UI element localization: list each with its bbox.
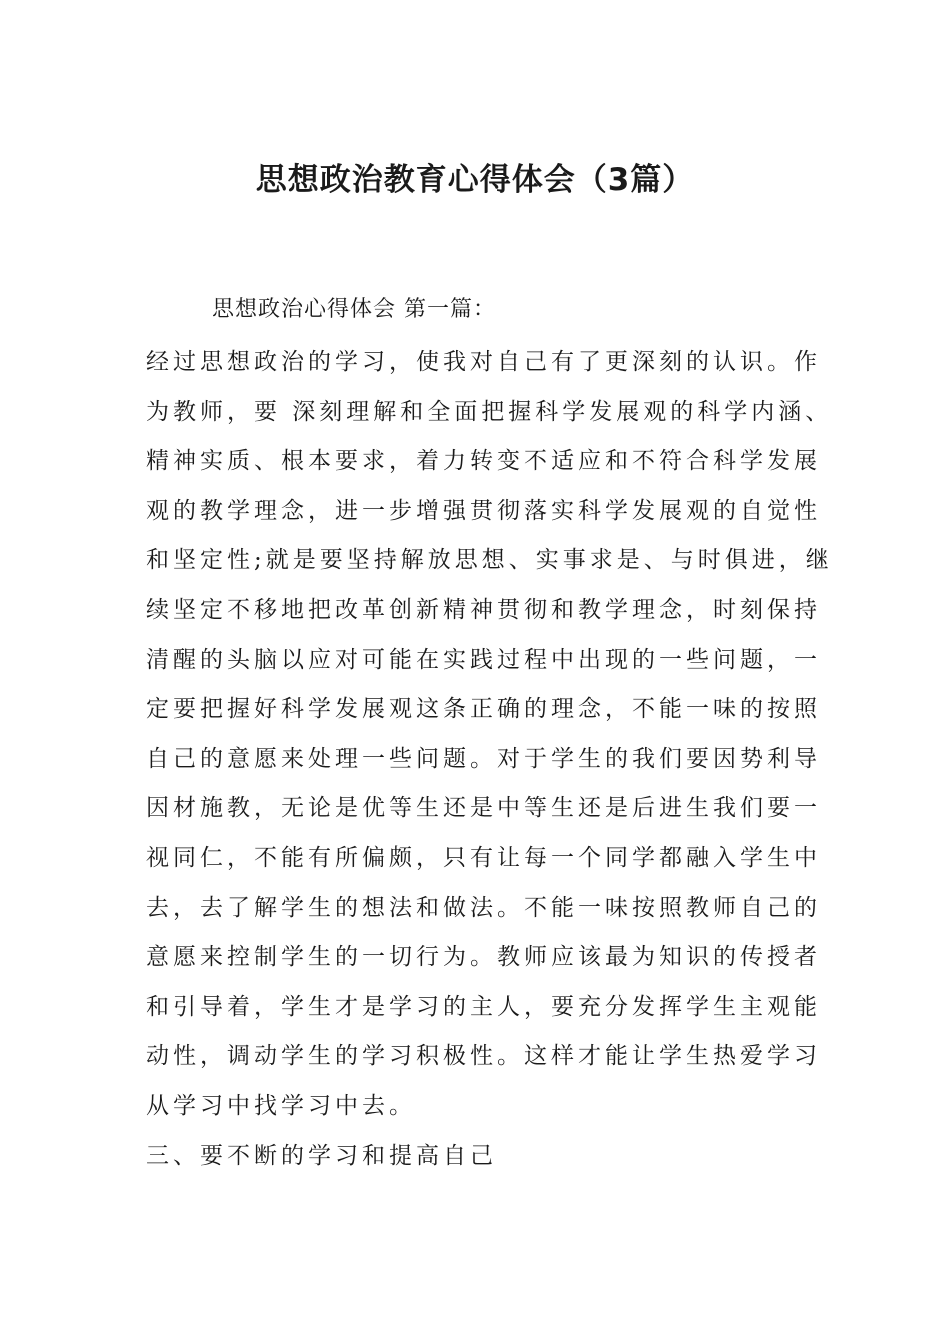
- text-line: 和引导着，学生才是学习的主人，要充分发挥学生主观能: [146, 993, 821, 1020]
- text-line: 因材施教，无论是优等生还是中等生还是后进生我们要一: [146, 795, 821, 822]
- section-heading: 三、要不断的学习和提高自己: [146, 1142, 497, 1169]
- text-line: 经过思想政治的学习，使我对自己有了更深刻的认识。作: [146, 349, 821, 375]
- text-line: 精神实质、根本要求，着力转变不适应和不符合科学发展: [146, 448, 821, 475]
- text-line: 和坚定性;就是要坚持解放思想、实事求是、与时俱进，继: [146, 547, 833, 574]
- text-line: 清醒的头脑以应对可能在实践过程中出现的一些问题，一: [146, 646, 821, 673]
- text-line: 视同仁，不能有所偏颇，只有让每一个同学都融入学生中: [146, 844, 821, 871]
- text-line: 定要把握好科学发展观这条正确的理念，不能一味的按照: [146, 696, 821, 723]
- text-line: 为教师，要 深刻理解和全面把握科学发展观的科学内涵、: [146, 398, 833, 425]
- text-line: 从学习中找学习中去。: [146, 1092, 416, 1119]
- text-line: 动性，调动学生的学习积极性。这样才能让学生热爱学习: [146, 1043, 821, 1070]
- text-line: 意愿来控制学生的一切行为。教师应该最为知识的传授者: [146, 944, 821, 971]
- text-line: 观的教学理念，进一步增强贯彻落实科学发展观的自觉性: [146, 497, 821, 524]
- text-line: 自己的意愿来处理一些问题。对于学生的我们要因势利导: [146, 745, 821, 772]
- document-title: 思想政治教育心得体会（3篇）: [255, 162, 695, 198]
- section-subheading: 思想政治心得体会 第一篇：: [212, 297, 496, 322]
- text-line: 续坚定不移地把改革创新精神贯彻和教学理念，时刻保持: [146, 596, 821, 623]
- text-line: 去，去了解学生的想法和做法。不能一味按照教师自己的: [146, 894, 821, 921]
- body-text: [146, 338, 833, 1181]
